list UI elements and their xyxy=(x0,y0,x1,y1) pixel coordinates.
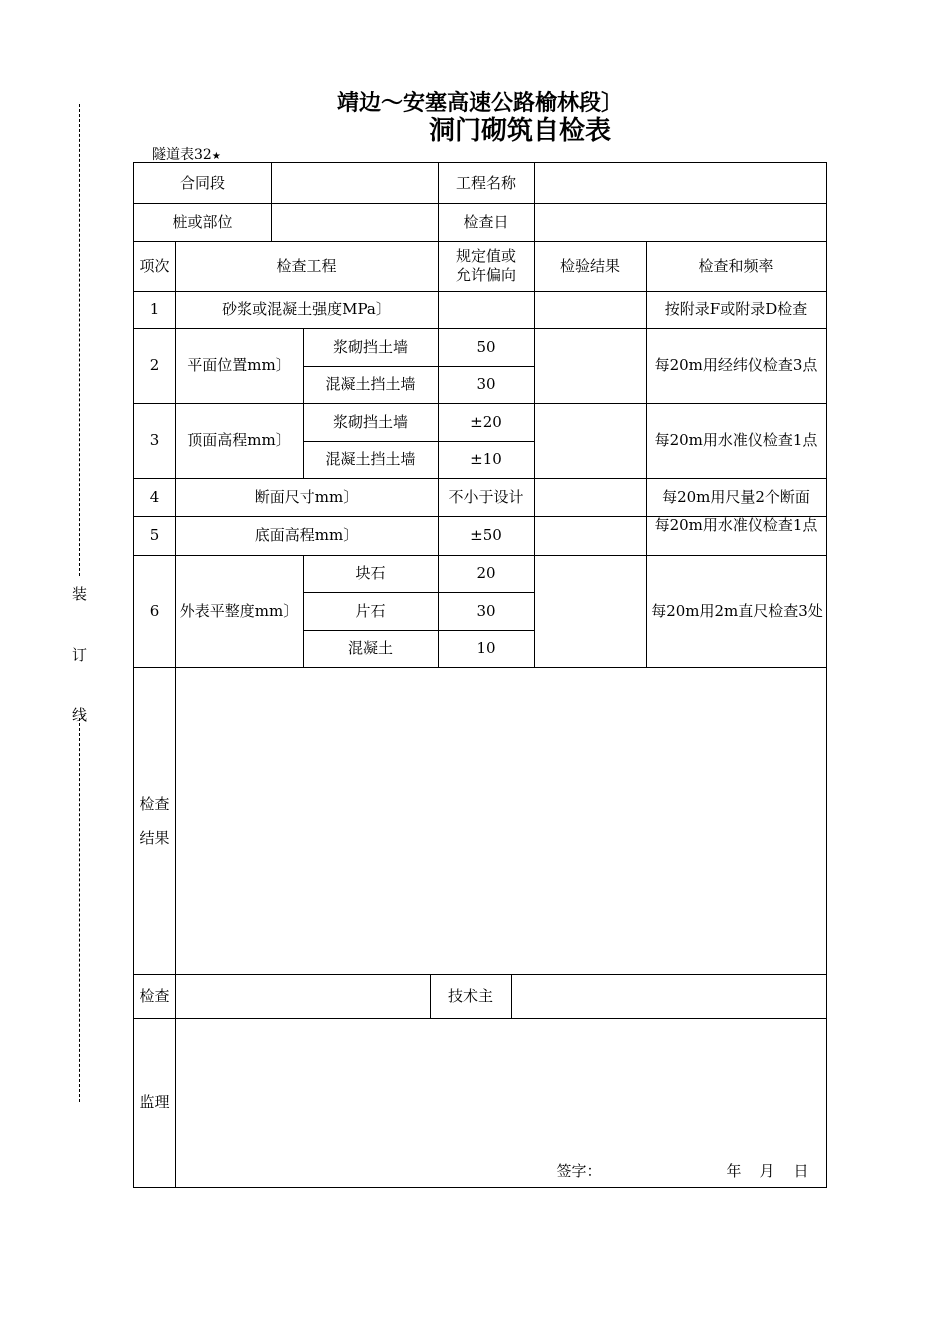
row-2-sub-2-name: 混凝土挡土墙 xyxy=(325,375,416,393)
date-day-label: 日 xyxy=(793,1161,809,1180)
row-3-sub-2-name: 混凝土挡土墙 xyxy=(325,450,416,468)
row-3-item: 顶面高程mm〕 xyxy=(187,431,291,449)
row-1-item: 砂浆或混凝土强度MPa〕 xyxy=(222,300,391,318)
row-4-result[interactable] xyxy=(534,478,646,516)
column-header-check-item: 检查工程 xyxy=(276,256,337,275)
row-1-method: 按附录F或附录D检查 xyxy=(664,300,808,318)
row-5-no: 5 xyxy=(149,526,160,544)
date-month-label: 月 xyxy=(759,1161,775,1180)
column-header-spec: 规定值或允许偏向 xyxy=(455,247,516,284)
signature-label: 签字： xyxy=(556,1161,602,1180)
project-name-value[interactable] xyxy=(534,163,826,203)
inspector-signature-field[interactable] xyxy=(175,974,430,1018)
row-4-spec: 不小于设计 xyxy=(448,487,524,506)
binding-line-bottom xyxy=(79,718,80,1102)
project-name-label: 工程名称 xyxy=(455,173,516,192)
document-title-line2: 洞门砌筑自检表 xyxy=(428,116,611,146)
column-header-item-no: 项次 xyxy=(139,256,170,275)
form-code xyxy=(152,144,221,164)
document-title-line1: 靖边～安塞高速公路榆林段〕 xyxy=(336,91,623,116)
row-5-result[interactable] xyxy=(534,516,646,555)
row-2-sub-1-name: 浆砌挡土墙 xyxy=(332,337,408,356)
row-6-method: 每20m用2m直尺检查3处 xyxy=(651,601,823,620)
inspector-label: 检查 xyxy=(139,986,170,1005)
row-2-method: 每20m用经纬仪检查3点 xyxy=(654,356,818,374)
binding-char-zhuang: 装 xyxy=(72,585,88,603)
supervision-label: 监理 xyxy=(139,1093,170,1111)
tech-lead-label: 技术主 xyxy=(447,986,493,1005)
check-result-label xyxy=(134,667,175,974)
row-3-no: 3 xyxy=(149,431,160,449)
inspection-table xyxy=(133,162,827,1188)
date-year-label: 年 xyxy=(726,1161,742,1180)
row-2-sub-2-spec: 30 xyxy=(476,375,496,393)
row-6-result[interactable] xyxy=(534,555,646,667)
row-6-sub-1-spec: 20 xyxy=(476,564,496,582)
contract-value[interactable] xyxy=(271,163,438,203)
column-header-result: 检验结果 xyxy=(559,256,620,275)
star-icon: ★ xyxy=(211,151,221,162)
form-code-text: 隧道表32 xyxy=(152,147,212,163)
row-3-sub-2-spec: ±10 xyxy=(470,450,502,468)
check-result-area[interactable] xyxy=(175,667,826,974)
row-2-result[interactable] xyxy=(534,328,646,403)
check-date-label: 检查日 xyxy=(463,212,509,231)
tech-lead-signature-field[interactable] xyxy=(511,974,826,1018)
row-6-sub-3-name: 混凝土 xyxy=(347,639,393,657)
row-1-result[interactable] xyxy=(534,291,646,328)
row-1-no: 1 xyxy=(149,300,160,318)
row-5-item: 底面高程mm〕 xyxy=(254,526,359,544)
binding-line-top xyxy=(79,104,80,576)
binding-char-xian: 线 xyxy=(72,706,88,724)
check-result-label-line2: 结果 xyxy=(139,828,170,847)
check-date-value[interactable] xyxy=(534,203,826,241)
station-value[interactable] xyxy=(271,203,438,241)
row-6-no: 6 xyxy=(149,601,160,620)
row-3-sub-1-spec: ±20 xyxy=(470,412,502,431)
row-6-sub-3-spec: 10 xyxy=(476,639,496,657)
row-3-sub-1-name: 浆砌挡土墙 xyxy=(332,412,408,431)
row-2-no: 2 xyxy=(149,356,160,374)
row-4-item: 断面尺寸mm〕 xyxy=(254,487,359,506)
binding-char-ding: 订 xyxy=(72,646,88,664)
row-3-method: 每20m用水准仪检查1点 xyxy=(654,431,818,449)
row-5-spec: ±50 xyxy=(470,526,502,544)
row-2-sub-1-spec: 50 xyxy=(476,337,496,356)
row-6-sub-2-spec: 30 xyxy=(476,601,496,620)
supervision-comment-area[interactable] xyxy=(175,1018,826,1158)
row-5-method: 每20m用水准仪检查1点 xyxy=(654,516,818,534)
check-result-label-line1: 检查 xyxy=(139,794,170,813)
column-header-method: 检查和频率 xyxy=(698,256,774,275)
row-6-sub-2-name: 片石 xyxy=(355,601,386,620)
row-1-spec xyxy=(438,291,534,328)
row-4-no: 4 xyxy=(149,487,160,506)
station-label: 桩或部位 xyxy=(172,212,233,231)
row-6-item: 外表平整度mm〕 xyxy=(179,601,299,620)
row-6-sub-1-name: 块石 xyxy=(355,564,386,582)
row-2-item: 平面位置mm〕 xyxy=(187,356,291,374)
row-3-result[interactable] xyxy=(534,403,646,478)
contract-label: 合同段 xyxy=(179,173,225,192)
row-4-method: 每20m用尺量2个断面 xyxy=(662,487,810,506)
